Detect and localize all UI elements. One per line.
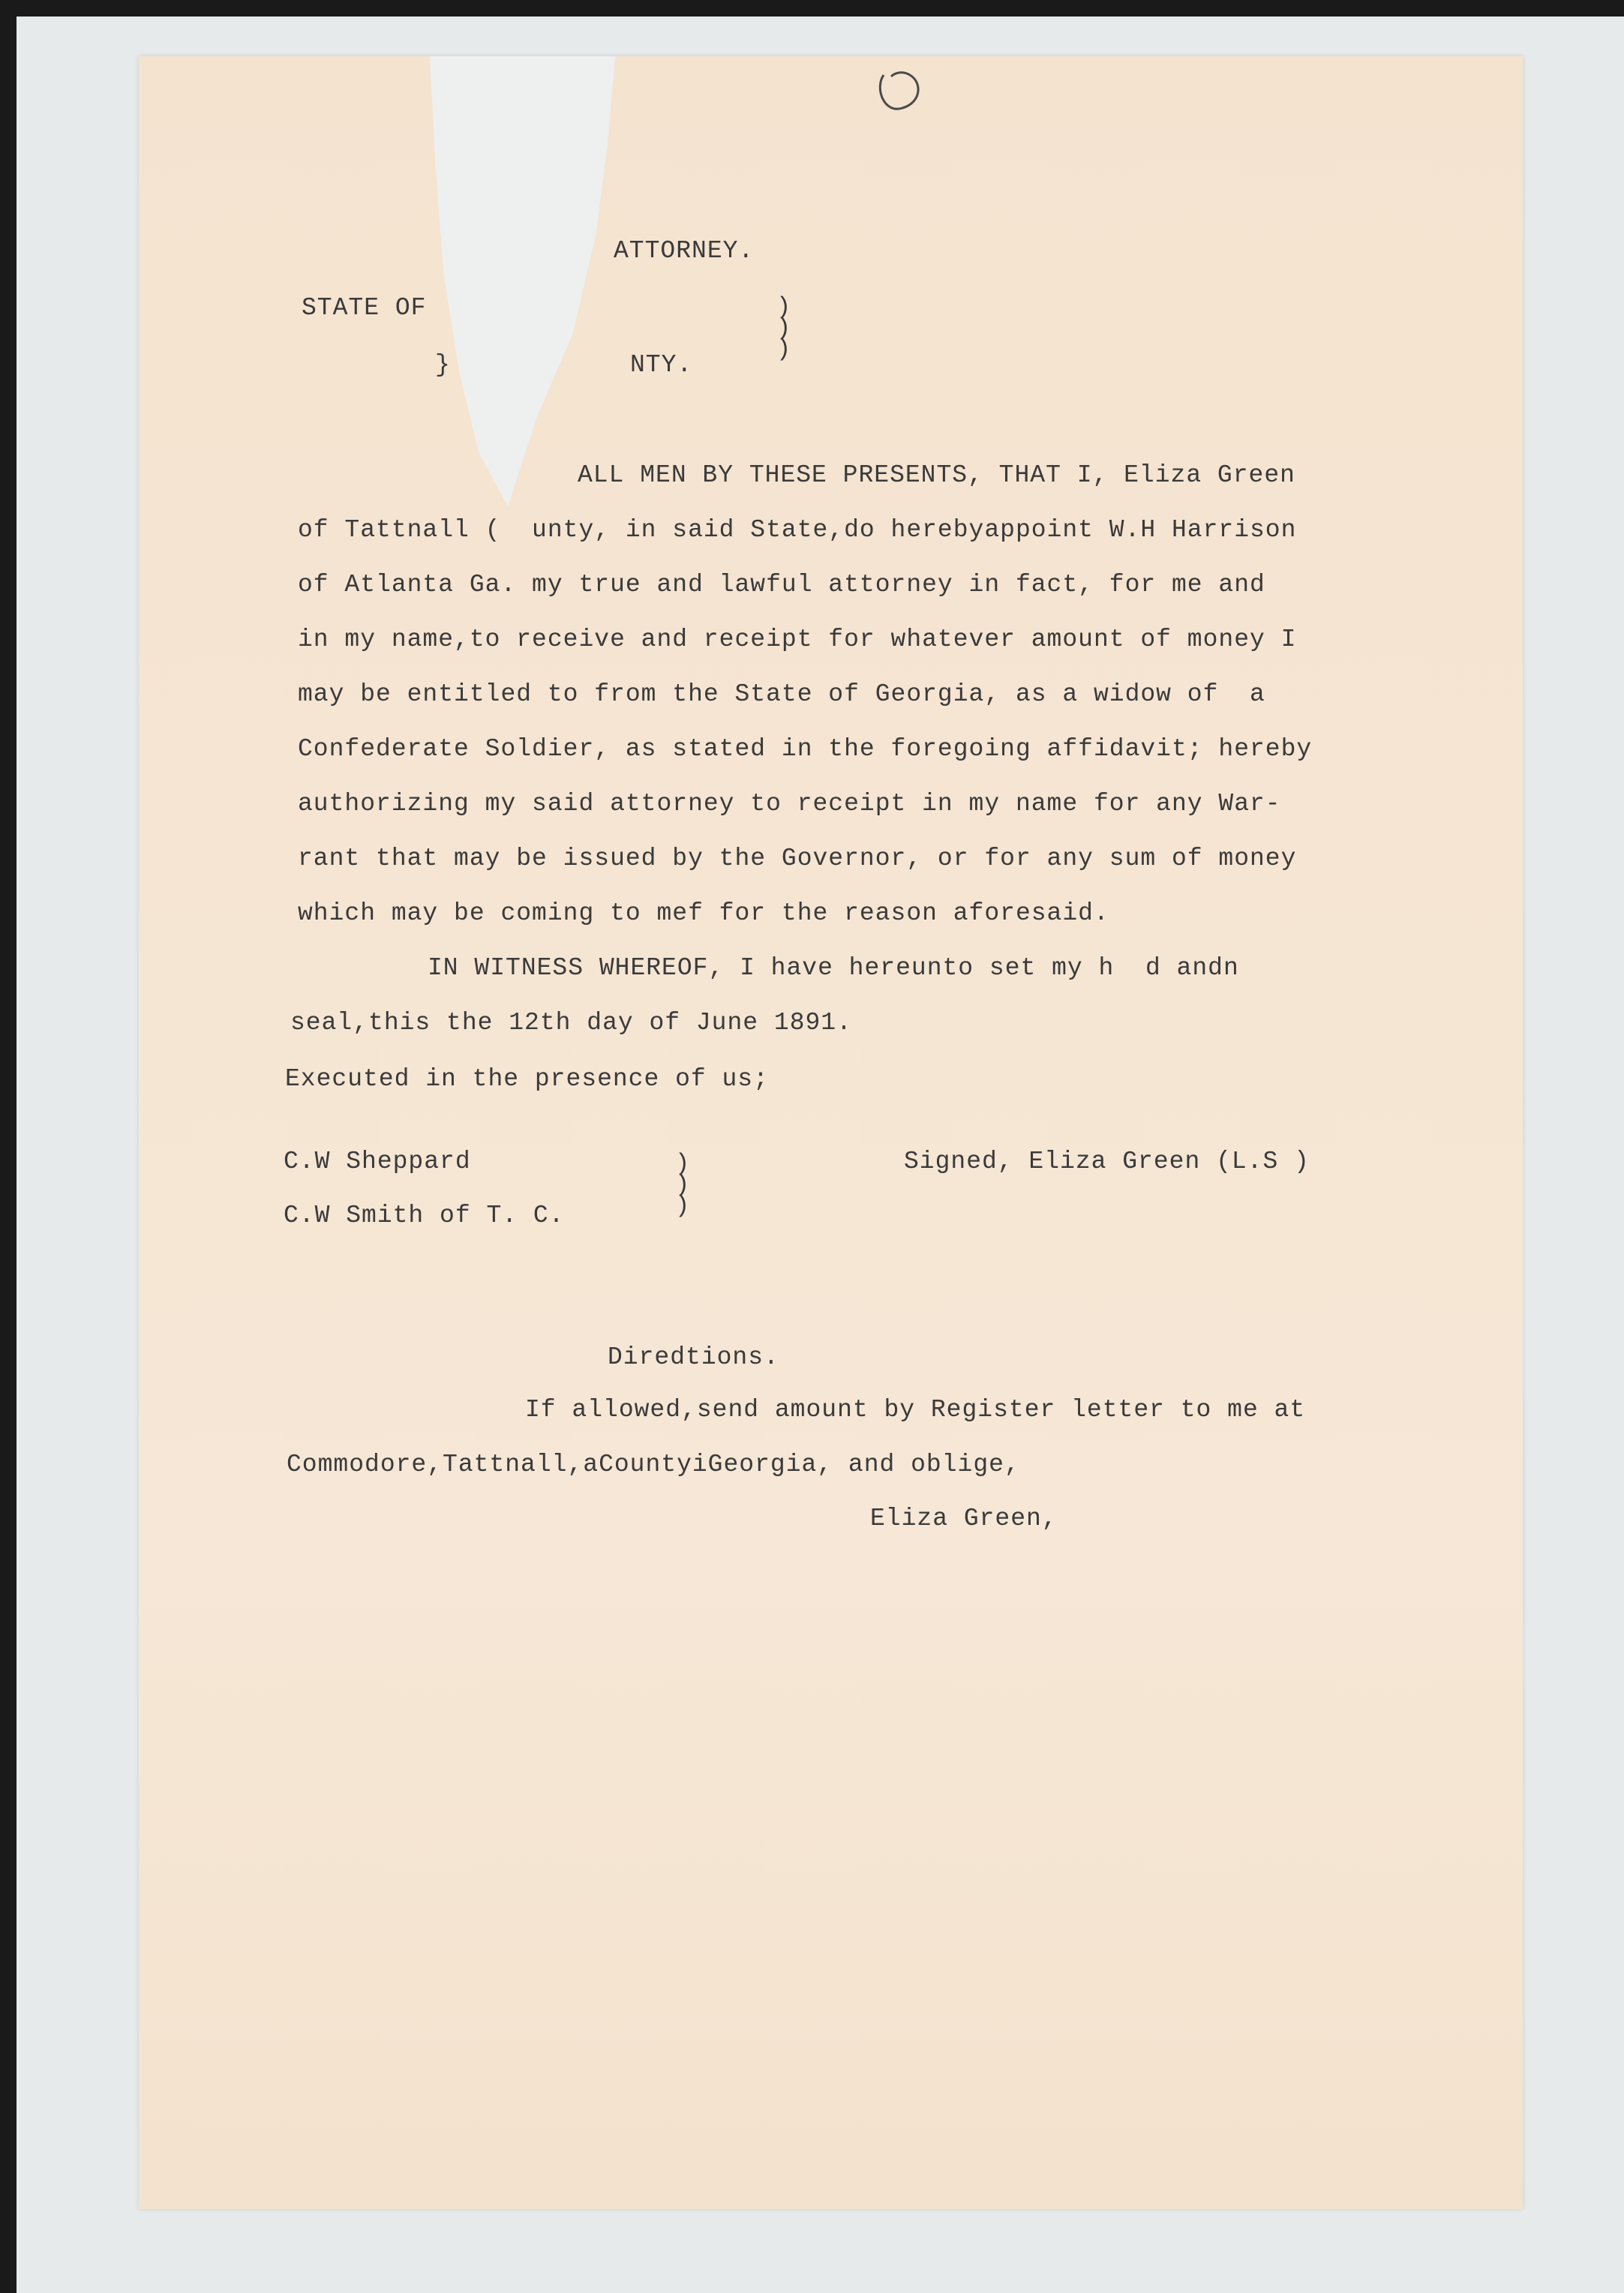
county-fragment-right: NTY. — [630, 351, 693, 379]
body-line-3: of Atlanta Ga. my true and lawful attorney in fact, for me and — [298, 571, 1265, 599]
date-line: seal,this the 12th day of June 1891. — [290, 1009, 852, 1037]
witness-2: C.W Smith of T. C. — [284, 1202, 565, 1229]
witness-line: IN WITNESS WHEREOF, I have hereunto set my h d andn — [428, 954, 1239, 982]
document-page — [139, 56, 1523, 2209]
signed-line: Signed, Eliza Green (L.S ) — [904, 1148, 1310, 1175]
title-fragment: ATTORNEY. — [614, 237, 755, 265]
ink-loop-mark — [869, 62, 929, 122]
body-line-8: rant that may be issued by the Governor, or for any sum of money — [298, 845, 1297, 872]
body-line-1: ALL MEN BY THESE PRESENTS, THAT I, Eliza Green — [578, 461, 1295, 489]
state-brace: ) ) ) — [776, 293, 791, 363]
directions-title: Diredtions. — [608, 1343, 779, 1371]
directions-line-1: If allowed,send amount by Register letter to me at — [525, 1396, 1306, 1424]
scan-frame-left — [0, 0, 17, 2293]
body-line-9: which may be coming to mef for the reason aforesaid. — [298, 899, 1109, 927]
scan-frame-top — [0, 0, 1624, 17]
state-label: STATE OF — [302, 294, 427, 322]
body-line-7: authorizing my said attorney to receipt in my name for any War- — [298, 790, 1281, 818]
body-line-6: Confederate Soldier, as stated in the foregoing affidavit; hereby — [298, 735, 1313, 763]
witness-1: C.W Sheppard — [284, 1148, 471, 1175]
witness-brace: ) ) ) — [675, 1150, 690, 1220]
body-line-2: of Tattnall ( unty, in said State,do herebyappoint W.H Harrison — [298, 516, 1297, 544]
directions-signature: Eliza Green, — [870, 1505, 1058, 1532]
directions-line-2: Commodore,Tattnall,aCountyiGeorgia, and oblige, — [287, 1451, 1020, 1478]
executed-line: Executed in the presence of us; — [285, 1065, 769, 1093]
county-fragment-left: } — [435, 351, 451, 379]
body-line-4: in my name,to receive and receipt for whatever amount of money I — [298, 626, 1297, 653]
body-line-5: may be entitled to from the State of Georgia, as a widow of a — [298, 680, 1265, 708]
